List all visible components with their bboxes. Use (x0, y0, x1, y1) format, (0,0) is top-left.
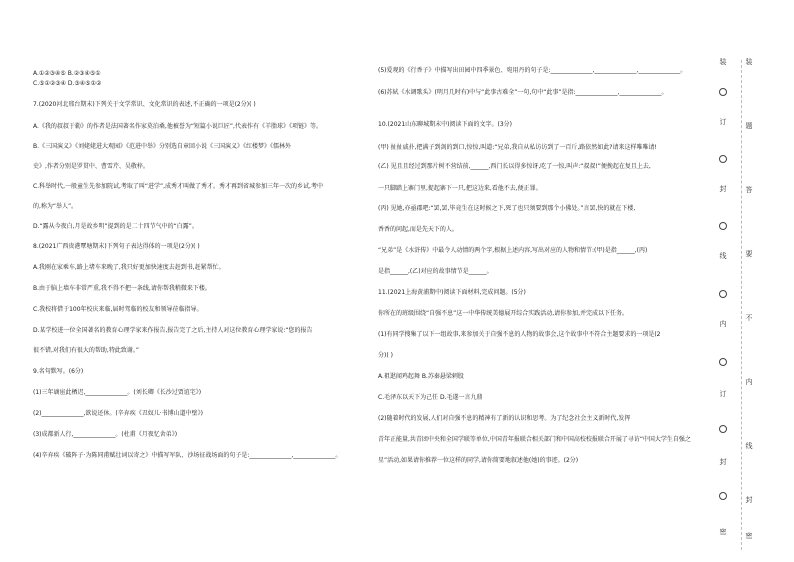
question-10: 10.(2021山东聊城期末中)阅读下面的文字。(3分) (378, 121, 512, 128)
q9-item-6: (6)苏轼《水调歌头》(明月几时有)中与“此事古难全”一句,句中“此事”是指:______________,______________。 (378, 89, 668, 96)
binding-label-6: 订 (719, 390, 727, 398)
binding-circle-2 (719, 155, 727, 163)
question-9: 9.名句默写。(6分) (33, 368, 84, 375)
binding-circle-1 (719, 88, 727, 96)
q8-option-d: D.某学校进一位全国著名的教育心理学家来作报告,报告完了之后,主持人对这位教育心理学家说:“您的报告 (33, 327, 313, 334)
binding-label-17: 密 (745, 532, 753, 540)
q11-part-2: (2)随着时代的发展,人们对自强不息的精神有了新的认识和思考。为了纪念社会主义新时代,发挥 (378, 415, 631, 422)
q11-options-ab: A.祖逖闻鸡起舞 B.苏秦悬梁刺股 (378, 373, 464, 380)
q8-option-d-cont: 很不错,对我们有很大的帮助,特此致谢。” (33, 347, 139, 354)
passage-jia: (甲) 扯扯戚扑,把满子到剑的到口,惊惊,叫道:“兄弟,我自从私访访到了一百斤,路依然如此?请来这样唯唯请! (378, 144, 657, 151)
q11-part-2-end: 星”活动,如果请你推荐一位这样的同学,请你简要地叙述他(她)的事迹。(2分) (378, 457, 579, 464)
q9-item-1: (1)三年谪宦此栖迟,______________。(刘长卿《长沙过贾谊宅》) (33, 389, 202, 396)
binding-label-15: 线 (745, 442, 753, 450)
answer-options-cd: C.⑤①②③④ D.③④⑤①② (33, 80, 102, 87)
q11-intro: 你所在的班级围绕“自强不息”这一中华传统美德展开综合实践活动,请你参加,并完成以下任务。 (378, 310, 629, 317)
q7-option-c: C.科举时代,一般童生先参加院试,考取了叫“进学”,成秀才叫做了秀才。秀才再到省城参加三年一次的乡试,考中 (33, 183, 323, 190)
q7-option-d: D.“露从今夜白,月是故乡明”提到的是二十四节气中的“白露”。 (33, 223, 198, 230)
q9-item-2: (2)______________,欲说还休。(辛弃疾《丑奴儿·书博山道中壁》) (33, 410, 203, 417)
question-11: 11.(2021上海黄浦期中)阅读下面材料,完成问题。(5分) (378, 289, 526, 296)
q8-option-c: C.我校将借于100年校庆来临,届时驾临的校友和领导莅临指导。 (33, 306, 203, 313)
q7-option-b: B.《三国演义》《刘姥姥进大观园》《范进中举》分别选自章回小说《三国演义》《红楼梦》《儒林外 (33, 143, 292, 150)
question-8: 8.(2021广西贵港覃塘期末)下列句子表达得体的一项是(2分)( ) (33, 243, 200, 250)
q7-option-a: A.《我的叔叔于勒》的作者是法国著名作家莫泊桑,他被誉为“短篇小说巨匠”,代表作有《羊脂球》《项链》等。 (33, 123, 322, 130)
binding-label-9: 装 (745, 58, 753, 66)
question-7: 7.(2020河北邢台期末)下列关于文学常识、文化常识的表述,不正确的一项是(2分)( ) (33, 101, 256, 108)
answer-options-ab: A.①②③④⑤ B.②③④⑤① (33, 70, 101, 77)
q9-item-3: (3)成都新人行,______________。(杜甫《月夜忆舍弟》) (33, 431, 178, 438)
binding-label-3: 封 (719, 185, 727, 193)
binding-line (741, 60, 742, 550)
q8-option-a: A.我刚在家乘车,路上堵车来晚了,我只好更加快速度去赶到书,赶紧帮忙。 (33, 264, 225, 271)
binding-circle-3 (719, 222, 727, 230)
q11-part-1-cont: 分)( ) (378, 352, 393, 359)
passage-yi-cont: 一只脚踏上寨门里,捉起寨下一只,把这边来,看他不去,便正罪。 (378, 185, 542, 192)
binding-circle-6 (719, 425, 727, 433)
q11-part-1: (1)有同学搜集了以下一组故事,来参加关于自强不息的人物的故事会,这个故事中不符合主题要求的一项是(2 (378, 331, 661, 338)
binding-circle-4 (719, 290, 727, 298)
passage-yi: (乙) 见且且经过到那片树不营结前,______,西门长以得多惊讶,吃了一惊,叫声:“叔叔!”便挽起在复且上去, (378, 163, 651, 170)
binding-label-8: 密 (719, 528, 727, 536)
passage-bing-cont: 香香的问起,而是先天下的人。 (378, 226, 458, 233)
binding-label-2: 订 (719, 118, 727, 126)
binding-label-1: 装 (719, 58, 727, 66)
q7-option-c-cont: 的,称为“举人”。 (33, 203, 78, 210)
binding-label-14: 内 (745, 378, 753, 386)
binding-label-16: 封 (745, 496, 753, 504)
q11-part-2-cont: 青年正能量,共青团中央和全国学联等单位,中国青年报联合相关部门和中国高校校报联合开展了寻访“中国大学生自强之 (378, 436, 691, 443)
q10-prompt: “兄弟”是《水浒传》中最令人动情的两个字,根据上述内容,写出对应的人物和情节:(甲)是指______,(丙) (378, 247, 648, 254)
q9-item-4: (4)辛弃疾《破阵子·为陈同甫赋壮词以寄之》中描写军队、沙场征战场面的句子是:______________,______________。 (33, 452, 342, 459)
binding-label-13: 不 (745, 314, 753, 322)
q9-item-5: (5)爱观的《行香子》中描写出田园中四季景色、宛用丹的句子是:______________,______________,______________。 (378, 67, 687, 74)
binding-label-5: 内 (719, 320, 727, 328)
q10-prompt-cont: 是指______,(乙)对应的故事情节是______。 (378, 268, 493, 275)
binding-label-4: 线 (719, 252, 727, 260)
binding-circle-7 (719, 492, 727, 500)
q8-option-b: B.由于脑上墙车非常严重,我不得不把一条线,请你帮我稍微来下楼。 (33, 285, 211, 292)
binding-label-7: 封 (719, 458, 727, 466)
binding-label-12: 要 (745, 250, 753, 258)
binding-label-10: 题 (745, 122, 753, 130)
binding-label-11: 答 (745, 186, 753, 194)
q11-options-cd: C.毛泽东以天下为己任 D.毛遂一言九鼎 (378, 394, 483, 401)
passage-bing: (丙) 见她,亦亟郡吧:“罢,罢,毕竟生在这时候之下,死了也只须要到那个小佛处。”言罢,快的就在下楼, (378, 205, 636, 212)
q7-option-b-cont: 史》,作者分别是罗贯中、曹雪芹、吴敬梓。 (33, 163, 149, 170)
binding-circle-5 (719, 358, 727, 366)
